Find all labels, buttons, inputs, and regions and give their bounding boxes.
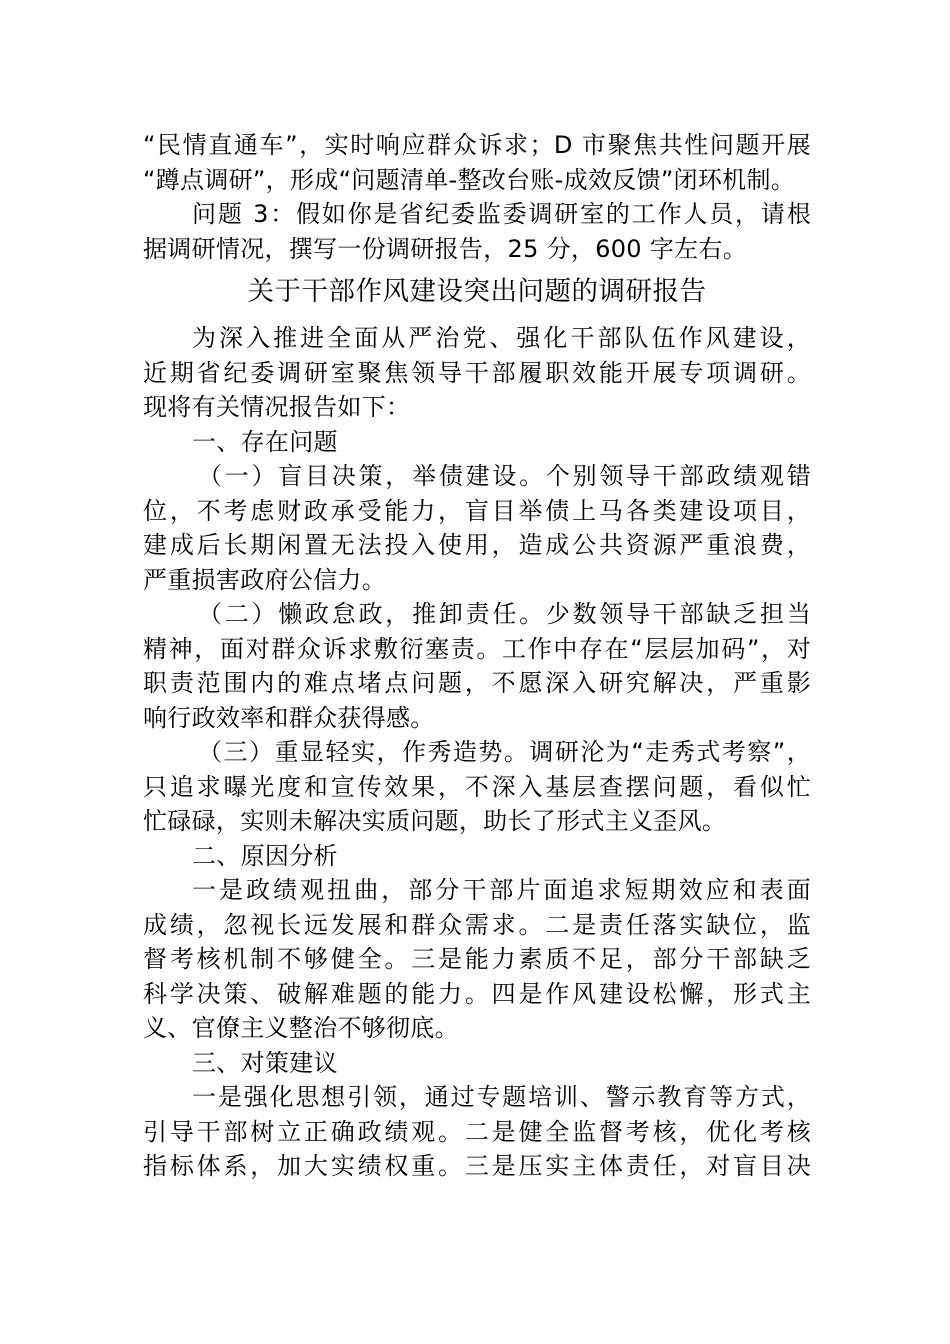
problem-3-paragraph: [143, 735, 811, 839]
causes-paragraph: [143, 873, 811, 1046]
causes-line-2: 成绩，忽视长远发展和群众需求。二是责任落实缺位，监: [143, 910, 811, 939]
problem-3-line-2: 只追求曝光度和宣传效果，不深入基层查摆问题，看似忙: [143, 772, 811, 801]
question-line-1: 问题 3：假如你是省纪委监委调研室的工作人员，请根: [192, 200, 811, 228]
intro-line-2: “蹲点调研”，形成“问题清单-整改台账-成效反馈”闭环机制。: [143, 165, 796, 194]
problem-2-paragraph: [143, 597, 811, 735]
section-2-heading: 二、原因分析: [192, 841, 338, 870]
problem-2-line-1: （二）懒政怠政，推卸责任。少数领导干部缺乏担当: [198, 600, 811, 628]
document-page: [143, 128, 811, 1184]
report-opening-paragraph: [143, 321, 811, 425]
opening-line-2: 近期省纪委调研室聚焦领导干部履职效能开展专项调研。: [143, 358, 811, 387]
problem-2-line-3: 职责范围内的难点堵点问题，不愿深入研究解决，严重影: [143, 669, 811, 697]
report-title: 关于干部作风建设突出问题的调研报告: [247, 276, 707, 307]
suggestions-line-3: 指标体系，加大实绩权重。三是压实主体责任，对盲目决: [143, 1152, 811, 1180]
intro-paragraph: [143, 128, 811, 197]
suggestions-line-2: 引导干部树立正确政绩观。二是健全监督考核，优化考核: [143, 1117, 811, 1146]
section-heading-suggestions: [143, 1046, 811, 1081]
causes-line-5: 义、官僚主义整治不够彻底。: [143, 1014, 459, 1042]
suggestions-line-1: 一是强化思想引领，通过专题培训、警示教育等方式，: [192, 1083, 811, 1111]
problem-1-paragraph: [143, 459, 811, 597]
section-3-heading: 三、对策建议: [192, 1048, 338, 1077]
causes-line-4: 科学决策、破解难题的能力。四是作风建设松懈，形式主: [143, 979, 811, 1008]
section-heading-causes: [143, 839, 811, 874]
section-heading-problems: [143, 425, 811, 460]
causes-line-3: 督考核机制不够健全。三是能力素质不足，部分干部缺乏: [143, 945, 811, 973]
problem-3-line-3: 忙碌碌，实则未解决实质问题，助长了形式主义歪风。: [143, 807, 727, 835]
problem-2-line-2: 精神，面对群众诉求敷衍塞责。工作中存在“层层加码”，对: [143, 634, 811, 663]
problem-1-line-4: 严重损害政府公信力。: [143, 565, 386, 594]
problem-2-line-4: 响行政效率和群众获得感。: [143, 703, 435, 732]
problem-1-line-1: （一）盲目决策，举债建设。个别领导干部政绩观错: [198, 462, 811, 490]
opening-line-3: 现将有关情况报告如下：: [143, 393, 411, 421]
opening-line-1: 为深入推进全面从严治党、强化干部队伍作风建设，: [192, 324, 811, 352]
problem-3-line-1: （三）重显轻实，作秀造势。调研沦为“走秀式考察”，: [198, 738, 811, 766]
problem-1-line-3: 建成后长期闲置无法投入使用，造成公共资源严重浪费，: [143, 531, 811, 559]
causes-line-1: 一是政绩观扭曲，部分干部片面追求短期效应和表面: [192, 876, 811, 904]
question-line-2: 据调研情况，撰写一份调研报告，25 分，600 字左右。: [143, 234, 748, 263]
problem-1-line-2: 位，不考虑财政承受能力，盲目举债上马各类建设项目，: [143, 496, 811, 525]
suggestions-paragraph: [143, 1080, 811, 1184]
question-3-paragraph: [143, 197, 811, 266]
intro-line-1: “民情直通车”，实时响应群众诉求；D 市聚焦共性问题开展: [143, 131, 811, 159]
section-1-heading: 一、存在问题: [192, 427, 338, 456]
